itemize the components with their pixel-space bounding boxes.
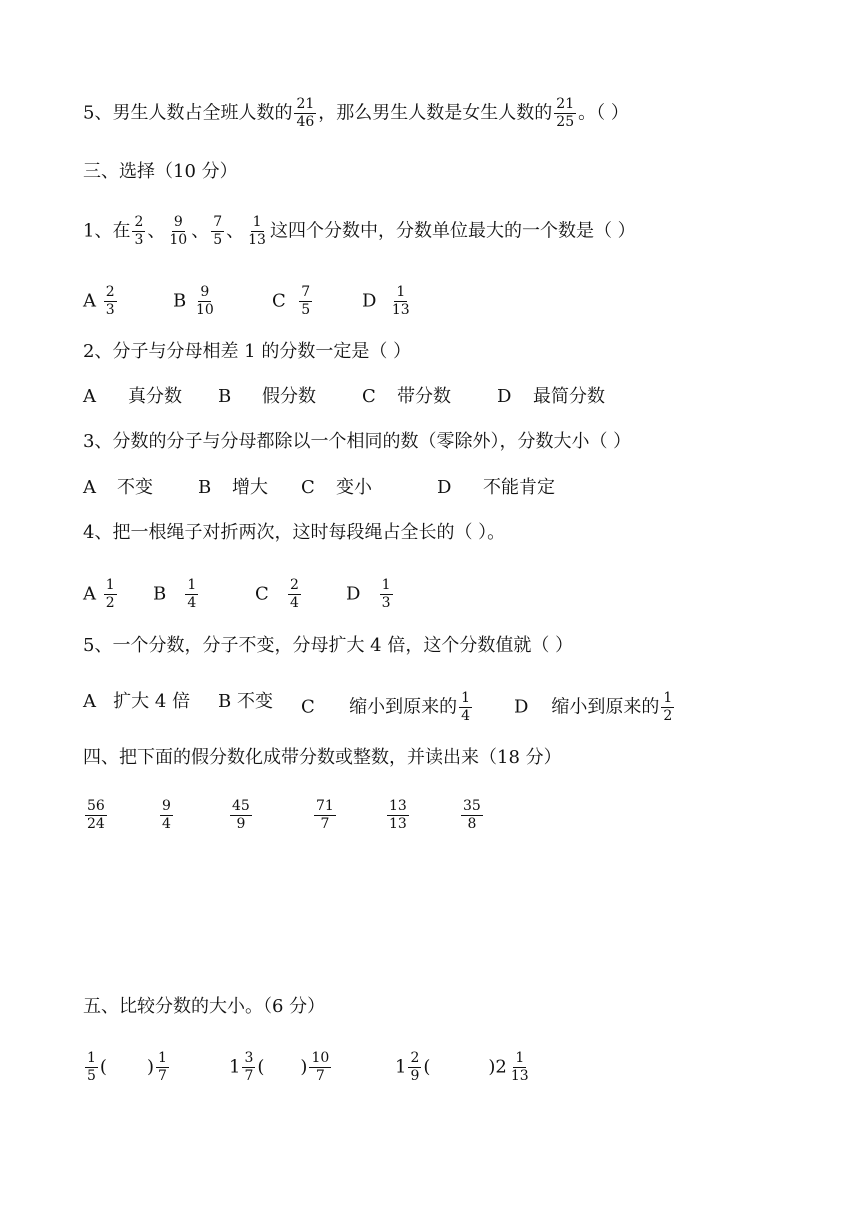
option-a-text[interactable]: 真分数: [128, 386, 182, 407]
compare-item-2: 1 $\frac{3}{7}$ ( ) $\frac{10}{7}$: [229, 1050, 330, 1084]
fraction: $\frac{1}{2}$: [663, 690, 673, 724]
fraction: $\frac{2}{4}$: [289, 577, 299, 611]
section-5-title: 五、比较分数的大小。（6 分）: [83, 996, 326, 1017]
option-d-label[interactable]: D: [437, 477, 452, 498]
option-d[interactable]: D 缩小到原来的 $\frac{1}{2}$: [514, 690, 673, 724]
option-a-label[interactable]: A: [83, 477, 96, 498]
fraction: $\frac{9}{10}$: [169, 214, 188, 248]
fraction: $\frac{1}{4}$: [187, 577, 197, 611]
option-d-text[interactable]: 不能肯定: [483, 477, 555, 498]
fraction: $\frac{1}{5}$: [87, 1050, 96, 1084]
improper-fraction: $\frac{9}{4}$: [162, 798, 171, 832]
choice-question-2: 2、分子与分母相差 1 的分数一定是（ ）: [83, 341, 412, 362]
improper-fraction: $\frac{56}{24}$: [87, 798, 105, 832]
option-c-text[interactable]: 带分数: [397, 386, 451, 407]
question-text: 5、男生人数占全班人数的: [83, 102, 293, 124]
fraction: $\frac{2}{9}$: [410, 1050, 420, 1084]
fraction: $\frac{2}{3}$: [105, 284, 115, 318]
fraction: $\frac{1}{2}$: [105, 577, 115, 611]
fraction: $\frac{7}{5}$: [301, 284, 311, 318]
improper-fraction: $\frac{13}{13}$: [389, 798, 407, 832]
question-boys-ratio: [83, 96, 629, 131]
choice-question-5: 5、一个分数，分子不变，分母扩大 4 倍，这个分数值就（ ）: [83, 635, 574, 656]
improper-fraction: $\frac{71}{7}$: [316, 798, 334, 832]
option-b-label[interactable]: B: [198, 477, 212, 498]
option-d-text[interactable]: 最简分数: [533, 386, 605, 407]
fraction: $\frac{7}{5}$: [213, 214, 223, 248]
answer-bracket: 。（ ）: [578, 102, 629, 124]
fraction: $\frac{2}{3}$: [134, 214, 144, 248]
compare-item-3: 1 $\frac{2}{9}$ ( )2 $\frac{1}{13}$: [395, 1050, 529, 1084]
option-c[interactable]: C 缩小到原来的 $\frac{1}{4}$: [301, 690, 471, 724]
question-text: ，那么男生人数是女生人数的: [318, 102, 553, 124]
fraction: $\frac{1}{13}$: [510, 1050, 529, 1084]
fraction: $\frac{1}{7}$: [157, 1050, 167, 1084]
fraction: $\frac{1}{13}$: [391, 284, 410, 318]
option-c-label[interactable]: C: [301, 477, 315, 498]
improper-fraction: $\frac{35}{8}$: [463, 798, 481, 832]
fraction: $\frac{9}{10}$: [195, 284, 214, 318]
option-b-label[interactable]: B: [218, 386, 232, 407]
fraction: $\frac{1}{3}$: [381, 577, 391, 611]
option-a-text[interactable]: 不变: [117, 477, 153, 498]
option-d[interactable]: D $\frac{1}{13}$: [362, 284, 410, 318]
choice-question-4: 4、把一根绳子对折两次，这时每段绳占全长的（ ）。: [83, 522, 506, 543]
improper-fraction: $\frac{45}{9}$: [232, 798, 250, 832]
fraction: $\frac{21}{46}$: [296, 96, 315, 130]
option-c[interactable]: C $\frac{2}{4}$: [255, 577, 299, 611]
option-b-text[interactable]: 增大: [232, 477, 268, 498]
option-d-label[interactable]: D: [497, 386, 512, 407]
section-4-title: 四、把下面的假分数化成带分数或整数，并读出来（18 分）: [83, 747, 562, 768]
option-d[interactable]: D $\frac{1}{3}$: [346, 577, 391, 611]
option-c-text[interactable]: 变小: [336, 477, 372, 498]
section-3-title: 三、选择（10 分）: [83, 161, 238, 182]
fraction: $\frac{21}{25}$: [556, 96, 575, 130]
fraction: $\frac{10}{7}$: [311, 1050, 330, 1084]
option-a[interactable]: A $\frac{2}{3}$: [83, 284, 115, 318]
option-b[interactable]: B $\frac{9}{10}$: [173, 284, 214, 318]
option-c-label[interactable]: C: [362, 386, 376, 407]
option-b-text[interactable]: 假分数: [262, 386, 316, 407]
option-c[interactable]: C $\frac{7}{5}$: [272, 284, 311, 318]
compare-item-1: $\frac{1}{5}$ ( ) $\frac{1}{7}$: [87, 1050, 167, 1084]
fraction: $\frac{1}{4}$: [461, 690, 471, 724]
fraction: $\frac{1}{13}$: [248, 214, 266, 248]
option-b[interactable]: B 不变: [218, 691, 273, 712]
option-a[interactable]: A $\frac{1}{2}$: [83, 577, 115, 611]
fraction: $\frac{3}{7}$: [244, 1050, 254, 1084]
choice-question-1: 1、在 $\frac{2}{3}$ 、 $\frac{9}{10}$ 、 $\frac{7}{5}$ 、 $\frac{1}{13}$ 这四个分数中，分数单位最大的一个数是（ ）: [83, 214, 636, 248]
option-b[interactable]: B $\frac{1}{4}$: [153, 577, 197, 611]
option-a-label[interactable]: A: [83, 386, 96, 407]
choice-question-3: 3、分数的分子与分母都除以一个相同的数（零除外），分数大小（ ）: [83, 431, 632, 452]
option-a[interactable]: A 扩大 4 倍: [83, 691, 191, 712]
